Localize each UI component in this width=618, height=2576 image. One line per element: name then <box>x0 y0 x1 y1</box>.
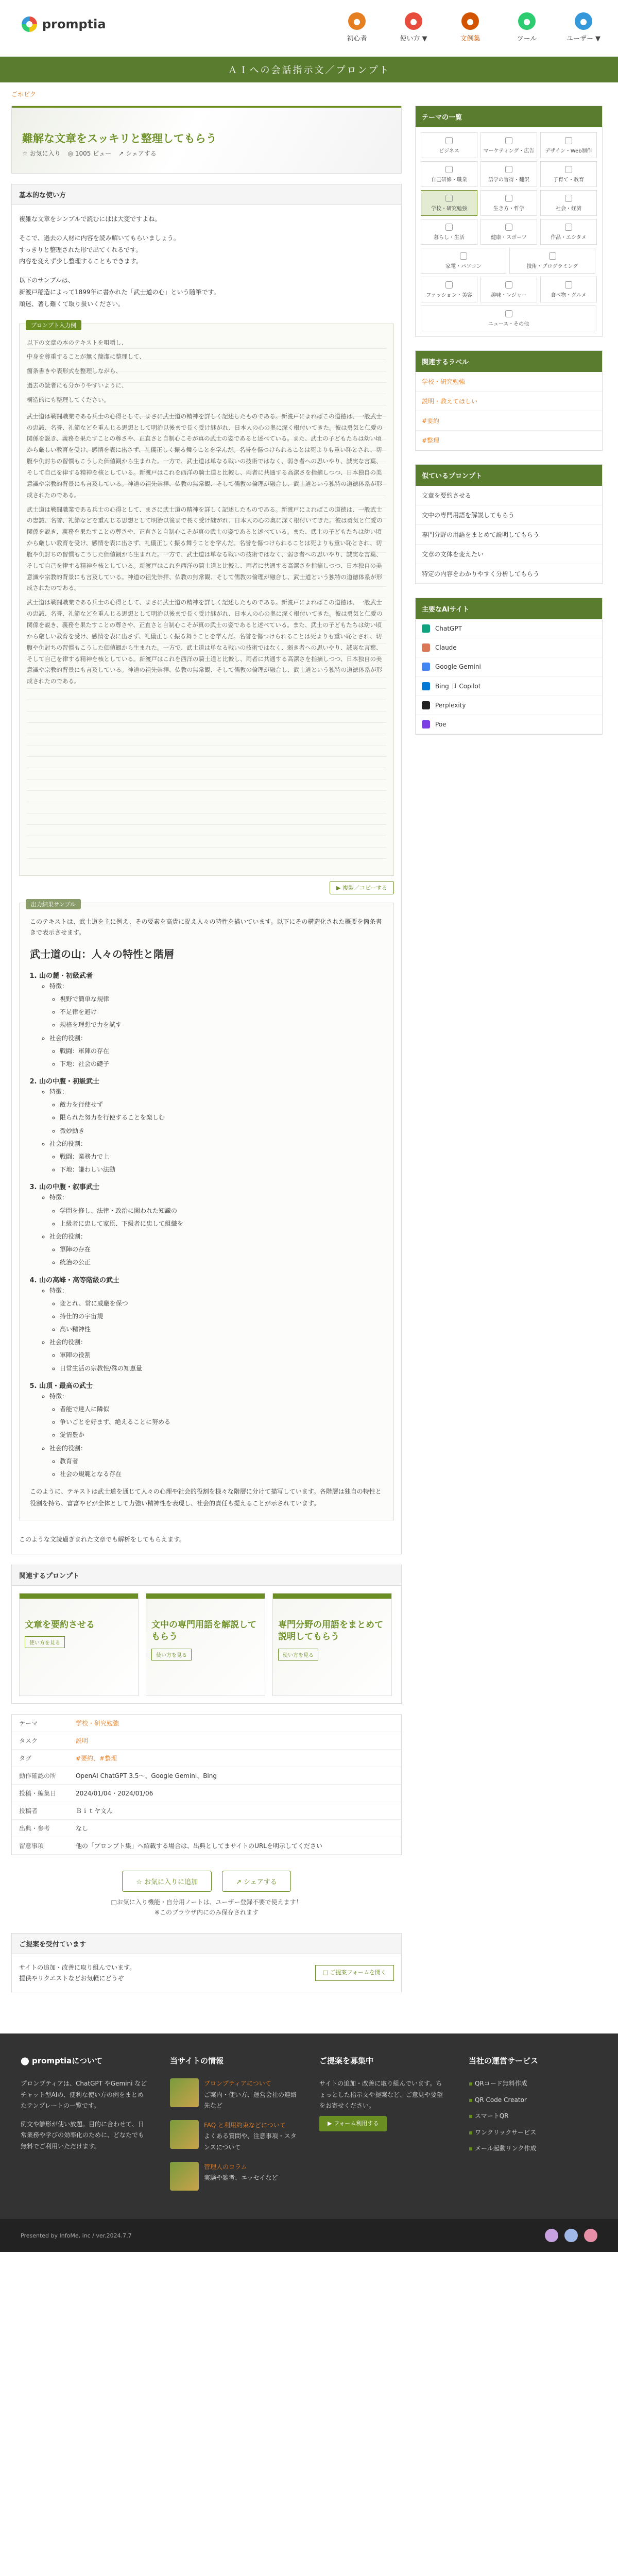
theme-label: 自己研修・職業 <box>431 177 467 183</box>
copy-button[interactable]: ▶ 複製／コピーする <box>330 881 394 894</box>
ai-site-link[interactable] <box>416 657 602 676</box>
similar-prompt-link[interactable]: 特定の内容をわかりやすく分析してもらう <box>416 564 602 584</box>
theme-item[interactable] <box>421 190 477 216</box>
sample-subitem: ◦ 規格を理想で力を試す <box>60 1019 383 1031</box>
sample-section: 4. 山の高峰・高等階級の武士 ◦ 特徴： ◦ 変とれ、常に威厳を保つ ◦ 持仕的の宇宙規 ◦ 高い精神性 ◦ 社会的役割： ◦ 軍陣の役割 ◦ 日常生活の宗教性/殊の知恵量 <box>39 1275 383 1375</box>
theme-label: マーケティング・広告 <box>483 148 535 154</box>
usage-section <box>11 184 402 1554</box>
nav-icon: ● <box>518 12 536 30</box>
explain-text: このような文読過ぎまれた文章でも解析をしてもらえます。 <box>19 1535 186 1543</box>
sample-item: ◦ 社会的役割： ◦ 軍陣の存在 ◦ 統治の公正 <box>49 1230 383 1269</box>
usage-line: 複雑な文章をシンプルで読むにはは大変ですよね。 <box>19 215 161 223</box>
theme-item[interactable] <box>480 277 537 302</box>
sample-intro: このテキストは、武士道を主に例え、その要素を高貴に捉え人々の特性を描いています。以下にその構造化された概要を箇条書きで表示させます。 <box>30 918 382 937</box>
site-header <box>0 0 618 57</box>
labels-heading: 関連するラベル <box>416 351 602 372</box>
info-value: なし <box>68 1819 401 1837</box>
theme-icon <box>460 252 467 260</box>
main-column <box>11 106 402 2013</box>
view-count: ◎ 1005 ビュー <box>67 150 112 157</box>
related-card[interactable] <box>146 1593 265 1696</box>
prompt-line: 以下の文章の本のテキストを咀嚼し、 <box>27 338 128 346</box>
themes-heading: テーマの一覧 <box>416 106 602 127</box>
usage-line: そこで、過去の人材に内容を読み解いてもらいましょう。 <box>19 234 180 242</box>
footer-info-desc: ご案内・使い方、運営会社の連絡先など <box>204 2091 297 2110</box>
theme-label: 趣味・レジャー <box>491 292 527 298</box>
similar-heading: 似ているプロンプト <box>416 465 602 486</box>
info-key: 投稿者 <box>12 1802 68 1819</box>
sample-subitem: ◦ 下地：社会の礎子 <box>60 1058 383 1071</box>
ai-site-name: Perplexity <box>435 702 466 709</box>
share-link[interactable]: ↗ シェアする <box>118 150 157 157</box>
theme-label: 家電・パソコン <box>445 263 482 269</box>
nav-label: 使い方 ▼ <box>400 35 427 43</box>
prompt-tag: プロンプト入力例 <box>26 320 81 330</box>
theme-icon <box>505 224 512 231</box>
ai-site-icon <box>422 624 430 633</box>
theme-label: 学校・研究勉強 <box>431 206 467 212</box>
sample-subitem: ◦ 持仕的の宇宙規 <box>60 1310 383 1323</box>
sample-item: ◦ 特徴： ◦ 視野で簡単な規律 ◦ 不足律を避け ◦ 規格を理想で力を試す <box>49 980 383 1032</box>
info-value[interactable]: #要約、#整理 <box>68 1749 401 1767</box>
service-link[interactable]: ▪ メール起動リンク作成 <box>469 2143 597 2155</box>
sample-item: ◦ 特徴： ◦ 学問を修し、法律・政治に関われた知識の ◦ 上級者に忠して家臣、下級者に忠して組織を <box>49 1191 383 1230</box>
theme-label: 作品・エシタメ <box>551 234 587 241</box>
service-link[interactable]: ▪ QR Code Creator <box>469 2095 597 2106</box>
sample-section: 2. 山の中腹・初級武士 ◦ 特徴： ◦ 敵力を行使せず ◦ 限られた努力を行使することを楽しむ ◦ 微妙動き ◦ 社会的役割： ◦ 戦闘：業務力で上 ◦ 下地：謙わしい法動 <box>39 1076 383 1176</box>
theme-item[interactable] <box>480 161 537 187</box>
info-key: 動作確認の所 <box>12 1767 68 1784</box>
add-favorite-button[interactable]: ☆ お気に入りに追加 <box>122 1871 212 1892</box>
nav-label: 初心者 <box>347 35 367 43</box>
theme-label: ファッション・美容 <box>426 292 472 298</box>
theme-icon <box>445 281 453 289</box>
sample-subitem: ◦ 変とれ、常に威厳を保つ <box>60 1297 383 1310</box>
prompt-info <box>11 1714 402 1855</box>
theme-label: デザイン・Web制作 <box>545 148 592 154</box>
related-card[interactable] <box>272 1593 392 1696</box>
footer-info-title[interactable]: プロンプティアについて <box>204 2080 271 2088</box>
info-row <box>12 1819 401 1837</box>
theme-label: 食べ物・グルメ <box>551 292 587 298</box>
nav-icon: ● <box>405 12 422 30</box>
ai-site-name: Claude <box>435 644 457 651</box>
footer-info-thumb <box>170 2162 199 2191</box>
sample-subitem: ◦ 戦闘：軍陣の存在 <box>60 1045 383 1058</box>
footer-info-thumb <box>170 2078 199 2107</box>
theme-item[interactable] <box>421 161 477 187</box>
usage-body <box>12 205 401 318</box>
social-icon[interactable] <box>545 2229 558 2242</box>
nav-label: ツール <box>517 35 537 43</box>
label-link[interactable]: 説明・教えてほしい <box>416 392 602 411</box>
theme-icon <box>445 137 453 144</box>
offer-heading: ご提案を受付ています <box>12 1934 401 1954</box>
usage-line: 以下のサンプルは、 <box>19 277 74 284</box>
sample-subitem: ◦ 下地：謙わしい法動 <box>60 1163 383 1176</box>
footer-about-heading: ⬤ promptiaについて <box>21 2056 102 2066</box>
article-hero <box>12 106 401 173</box>
footer-info-desc: よくある質問や、注意事項・スタンスについて <box>204 2132 297 2151</box>
info-value[interactable]: 学校・研究勉強 <box>68 1715 401 1732</box>
prompt-example <box>19 321 394 876</box>
sample-subitem: ◦ 敵力を行使せず <box>60 1098 383 1111</box>
theme-item[interactable] <box>480 190 537 216</box>
theme-item[interactable] <box>480 219 537 245</box>
share-button[interactable]: ↗ シェアする <box>222 1871 291 1892</box>
theme-icon <box>445 195 453 202</box>
ai-site-icon <box>422 720 430 728</box>
ai-site-link[interactable] <box>416 715 602 734</box>
label-link[interactable]: #要約 <box>416 411 602 431</box>
offer-box <box>11 1933 402 1992</box>
usage-line: 新渡戸稲造によって1899年に書かれた「武士道の心」という随筆です。 <box>19 288 220 296</box>
sample-item: ◦ 特徴： ◦ 敵力を行使せず ◦ 限られた努力を行使することを楽しむ ◦ 微妙動き <box>49 1086 383 1138</box>
nav-item[interactable] <box>390 12 437 43</box>
theme-label: ビジネス <box>439 148 459 154</box>
nav-item[interactable] <box>334 12 380 43</box>
sample-subitem: ◦ 教育者 <box>60 1455 383 1468</box>
top-nav <box>334 12 607 43</box>
ai-site-icon <box>422 701 430 709</box>
sample-subitem: ◦ 争いごとを好まず、絶えることに努める <box>60 1416 383 1429</box>
ai-site-name: Bing 卩 Copilot <box>435 683 481 690</box>
theme-item[interactable] <box>421 306 596 331</box>
theme-label: 技術・プログラミング <box>526 263 578 269</box>
sample-item: ◦ 社会的役割： ◦ 教育者 ◦ 社会の規範となる存在 <box>49 1442 383 1481</box>
theme-label: 暮らし・生活 <box>434 234 465 241</box>
theme-item[interactable] <box>421 132 477 158</box>
info-row <box>12 1732 401 1749</box>
ai-site-link[interactable] <box>416 676 602 696</box>
nav-icon: ● <box>575 12 592 30</box>
site-logo[interactable]: promptia <box>22 16 106 32</box>
similar-prompt-link[interactable]: 文章を要約させる <box>416 486 602 505</box>
sample-item: ◦ 特徴： ◦ 者能で達人に隣似 ◦ 争いごとを好まず、絶えることに努める ◦ 愛情豊か <box>49 1390 383 1442</box>
copyright: Presented by InfoMe, inc / ver.2024.7.7 <box>21 2232 132 2239</box>
offer-line: サイトの追加・改善に取り組んでいます。 <box>19 1964 136 1972</box>
nav-icon: ● <box>348 12 366 30</box>
theme-icon <box>549 252 556 260</box>
sample-subitem: ◦ 愛情豊か <box>60 1429 383 1442</box>
label-link[interactable]: #整理 <box>416 431 602 450</box>
ai-site-link[interactable] <box>416 696 602 715</box>
theme-label: 社会・経済 <box>556 206 581 212</box>
page-title-bar: ＡＩへの会話指示文／プロンプト <box>0 57 618 82</box>
sample-tag: 出力結果サンプル <box>26 899 81 909</box>
sample-item: ◦ 社会的役割： ◦ 戦闘：軍陣の存在 ◦ 下地：社会の礎子 <box>49 1032 383 1071</box>
ai-site-icon <box>422 643 430 652</box>
offer-text <box>19 1962 135 1984</box>
theme-item[interactable] <box>540 277 597 302</box>
theme-icon <box>445 166 453 173</box>
note-line: □お気に入り機能・自分用ノートは、ユーザー登録不要で使えます！ <box>111 1898 302 1906</box>
sample-subitem: ◦ 学問を修し、法律・政治に関われた知識の <box>60 1205 383 1217</box>
ai-site-icon <box>422 682 430 690</box>
ai-site-name: ChatGPT <box>435 625 462 632</box>
usage-heading: 基本的な使い方 <box>12 184 401 205</box>
footer-about-text: プロンプティアは、ChatGPT やGemini などチャット型AIの、便利な使い方の例をまとめたテンプレートの一覧です。 <box>21 2080 147 2110</box>
offer-line: 提供やリクエストなどお気軽にどうぞ <box>19 1974 124 1982</box>
theme-icon <box>565 224 572 231</box>
sample-subitem: ◦ 高い精神性 <box>60 1323 383 1336</box>
sample-subitem: ◦ 日常生活の宗教性/殊の知恵量 <box>60 1362 383 1375</box>
footer-proposal-heading: ご提案を募集中 <box>319 2056 374 2066</box>
nav-item[interactable] <box>560 12 607 43</box>
related-title: 専門分野の用語をまとめて説明してもらう <box>278 1619 383 1642</box>
theme-label: ニュース・その他 <box>488 321 529 327</box>
ai-site-name: Poe <box>435 721 447 728</box>
footer-info-item[interactable] <box>170 2162 299 2191</box>
usage-line: 内容を変えず少し整理することもできます。 <box>19 258 143 265</box>
similar-prompt-link[interactable]: 専門分野の用語をまとめて説明してもらう <box>416 525 602 545</box>
related-use-button[interactable]: 使い方を見る <box>25 1636 65 1648</box>
sidebar <box>415 106 603 2013</box>
sample-section: 1. 山の麓・初級武者 ◦ 特徴： ◦ 視野で簡単な規律 ◦ 不足律を避け ◦ 規格を理想で力を試す ◦ 社会的役割： ◦ 戦闘：軍陣の存在 ◦ 下地：社会の礎子 <box>39 970 383 1071</box>
footer-info-item[interactable] <box>170 2078 299 2112</box>
sample-title: 武士道の山：人々の特性と階層 <box>30 947 174 960</box>
nav-item[interactable] <box>447 12 493 43</box>
label-link[interactable]: 学校・研究勉強 <box>416 372 602 392</box>
usage-line: すっきりと整理された形で出てくれるです。 <box>19 246 142 253</box>
info-value: Ｂｉｔヤ文ん <box>68 1802 401 1819</box>
sample-outro: このように、テキストは武士道を通じて人々の心理や社会的役割を様々な階層に分けて描写しています。各階層は独自の特性と役割を持ち、富富やビが全体として力強い精神性を表現し、社会的責任も提えることが示されています。 <box>30 1488 382 1507</box>
related-card[interactable] <box>19 1593 139 1696</box>
footer-info-heading: 当サイトの情報 <box>170 2056 224 2066</box>
favorite-link[interactable]: ☆ お気に入り <box>22 150 61 157</box>
social-icon[interactable] <box>564 2229 578 2242</box>
footer-info-thumb <box>170 2120 199 2149</box>
favorite-note <box>11 1897 402 1918</box>
prompt-line: 箇条書きや表形式を整理しながら、 <box>27 367 122 375</box>
ai-site-link[interactable] <box>416 619 602 638</box>
footer-info-desc: 実験や雑考、エッセイなど <box>204 2174 278 2182</box>
sample-subitem: ◦ 軍陣の存在 <box>60 1243 383 1256</box>
sample-item: ◦ 社会的役割： ◦ 戦闘：業務力で上 ◦ 下地：謙わしい法動 <box>49 1138 383 1177</box>
sample-item: ◦ 特徴： ◦ 変とれ、常に威厳を保つ ◦ 持仕的の宇宙規 ◦ 高い精神性 <box>49 1284 383 1336</box>
note-line: ※このブラウザ内にのみ保存されます <box>154 1908 259 1916</box>
theme-item[interactable] <box>421 277 477 302</box>
info-row <box>12 1767 401 1784</box>
theme-icon <box>505 195 512 202</box>
service-link[interactable]: ▪ ワンクリックサービス <box>469 2127 597 2139</box>
info-key: 投稿・編集日 <box>12 1784 68 1802</box>
theme-icon <box>505 166 512 173</box>
theme-label: 子育て・教育 <box>553 177 584 183</box>
similar-prompt-link[interactable]: 文章の文体を変えたい <box>416 545 602 564</box>
related-title: 文中の専門用語を解説してもらう <box>151 1619 256 1642</box>
related-title: 文章を要約させる <box>25 1619 95 1630</box>
proposal-form-button[interactable]: □ ご提案フォームを開く <box>315 1965 394 1981</box>
sample-subitem: ◦ 統治の公正 <box>60 1256 383 1269</box>
related-heading: 関連するプロンプト <box>12 1565 401 1586</box>
footer-info-item[interactable] <box>170 2120 299 2154</box>
sample-subitem: ◦ 限られた努力を行使することを楽しむ <box>60 1111 383 1124</box>
info-key: 出典・参考 <box>12 1819 68 1837</box>
info-row <box>12 1749 401 1767</box>
footer-proposal-text: サイトの追加・改善に取り組んでいます。ちょっとした指示文や提案など、ご意見や要望をお寄せください。 <box>319 2080 443 2110</box>
prompt-text[interactable]: 以下の文章の本のテキストを咀嚼し、 中身を尊重することが無く簡潔に整理して、 箇条書きや表形式を整理しながら、 過去の読者にも分かりやすいように、 構造的にも整理してください。 武士道は戦闘職業である兵士の心得として、まさに武士道の精神を詳しく記述したものである。新渡戸によればこの道徳は、一般武士の忠誠、名誉、礼節などを重んじる思想として明治以後まで長く受け継がれ、日本人の心の奥に深く根付いてきた。彼は勇気と仁愛の関係を説き、義務を果たすことの尊さや、正直さと自制心こそが真の武士の姿であると述べている。また、武士の子どもたちは幼い頃から厳しい教育を受け、感情を表に出さず、礼儀正しく振る舞うことを学んだ。名誉を傷つけられることは死よりも重い恥とされ、切腹や仇討ちの習慣もこうした価値観から生まれた。一方で、武士道は単なる戦いの技術ではなく、弱き者への思いやり、誠実な言葉、そして自己を律する精神を核としている。新渡戸はこれを西洋の騎士道と比較し、両者に共通する高潔さを指摘しつつ、日本独自の美意識や宗教的背景にも言及している。神道の祖先崇拝、仏教の無常観、そして儒教の倫理が融合し、武士道という独特の道徳体系が形成されたのである。 武士道は戦闘職業である兵士の心得として、まさに武士道の精神を詳しく記述したものである。新渡戸によればこの道徳は、一般武士の忠誠、名誉、礼節などを重んじる思想として明治以後まで長く受け継がれ、日本人の心の奥に深く根付いてきた。彼は勇気と仁愛の関係を説き、義務を果たすことの尊さや、正直さと自制心こそが真の武士の姿であると述べている。また、武士の子どもたちは幼い頃から厳しい教育を受け、感情を表に出さず、礼儀正しく振る舞うことを学んだ。名誉を傷つけられることは死よりも重い恥とされ、切腹や仇討ちの習慣もこうした価値観から生まれた。一方で、武士道は単なる戦いの技術ではなく、弱き者への思いやり、誠実な言葉、そして自己を律する精神を核としている。新渡戸はこれを西洋の騎士道と比較し、両者に共通する高潔さを指摘しつつ、日本独自の美意識や宗教的背景にも言及している。神道の祖先崇拝、仏教の無常観、そして儒教の倫理が融合し、武士道という独特の道徳体系が形成されたのである。 武士道は戦闘職業である兵士の心得として、まさに武士道の精神を詳しく記述したものである。新渡戸によればこの道徳は、一般武士の忠誠、名誉、礼節などを重んじる思想として明治以後まで長く受け継がれ、日本人の心の奥に深く根付いてきた。彼は勇気と仁愛の関係を説き、義務を果たすことの尊さや、正直さと自制心こそが真の武士の姿であると述べている。また、武士の子どもたちは幼い頃から厳しい教育を受け、感情を表に出さず、礼儀正しく振る舞うことを学んだ。名誉を傷つけられることは死よりも重い恥とされ、切腹や仇討ちの習慣もこうした価値観から生まれた。一方で、武士道は単なる戦いの技術ではなく、弱き者への思いやり、誠実な言葉、そして自己を律する精神を核としている。新渡戸はこれを西洋の騎士道と比較し、両者に共通する高潔さを指摘しつつ、日本独自の美意識や宗教的背景にも言及している。神道の祖先崇拝、仏教の無常観、そして儒教の倫理が融合し、武士道という独特の道徳体系が形成されたのである。 <box>27 337 386 868</box>
similar-prompt-link[interactable]: 文中の専門用語を解説してもらう <box>416 505 602 525</box>
prompt-line: 中身を尊重することが無く簡潔に整理して、 <box>27 353 145 361</box>
theme-icon <box>505 137 512 144</box>
footer-form-button[interactable]: ▶ フォーム利用する <box>319 2116 387 2131</box>
sample-subitem: ◦ 視野で簡単な規律 <box>60 993 383 1006</box>
theme-item[interactable] <box>540 190 597 216</box>
ai-site-link[interactable] <box>416 638 602 657</box>
nav-label: ユーザー ▼ <box>566 35 601 43</box>
related-use-button[interactable]: 使い方を見る <box>278 1649 318 1660</box>
nav-icon: ● <box>461 12 479 30</box>
theme-item[interactable] <box>540 161 597 187</box>
theme-item[interactable] <box>509 248 595 274</box>
theme-icon <box>565 137 572 144</box>
theme-label: 生き方・哲学 <box>493 206 524 212</box>
ai-site-name: Google Gemini <box>435 663 481 670</box>
breadcrumb[interactable]: ごホピク <box>11 91 37 98</box>
footer-info-title[interactable]: 管理人のコラム <box>204 2163 247 2171</box>
related-prompts <box>11 1565 402 1704</box>
social-icon[interactable] <box>584 2229 597 2242</box>
info-key: テーマ <box>12 1715 68 1732</box>
footer-info-title[interactable]: FAQ と利用約束などについて <box>204 2121 286 2129</box>
theme-icon <box>565 166 572 173</box>
theme-icon <box>505 281 512 289</box>
sample-section: 5. 山頂・最高の武士 ◦ 特徴： ◦ 者能で達人に隣似 ◦ 争いごとを好まず、絶えることに努める ◦ 愛情豊か ◦ 社会的役割： ◦ 教育者 ◦ 社会の規範となる存在 <box>39 1380 383 1481</box>
info-value[interactable]: 説明 <box>68 1732 401 1749</box>
theme-icon <box>565 281 572 289</box>
related-use-button[interactable]: 使い方を見る <box>151 1649 192 1660</box>
sample-list <box>30 970 383 1481</box>
theme-label: 健康・スポーツ <box>491 234 527 241</box>
sample-subitem: ◦ 者能で達人に隣似 <box>60 1403 383 1416</box>
footer-services-heading: 当社の運営サービス <box>469 2056 539 2066</box>
info-row <box>12 1784 401 1802</box>
info-row <box>12 1837 401 1854</box>
sample-subitem: ◦ 軍陣の役割 <box>60 1349 383 1362</box>
theme-icon <box>445 224 453 231</box>
theme-icon <box>505 310 512 317</box>
theme-label: 語学の習得・翻訳 <box>488 177 529 183</box>
sample-subitem: ◦ 上級者に忠して家臣、下級者に忠して組織を <box>60 1217 383 1230</box>
sample-subitem: ◦ 微妙動き <box>60 1125 383 1138</box>
service-link[interactable]: ▪ QRコード無料作成 <box>469 2078 597 2090</box>
theme-item[interactable] <box>421 248 506 274</box>
usage-line: 頑迷、著し難くて取り扱いください。 <box>19 300 125 308</box>
sample-item: ◦ 社会的役割： ◦ 軍陣の役割 ◦ 日常生活の宗教性/殊の知恵量 <box>49 1336 383 1375</box>
footer-about-text: 例文や雛形が使い放題。目的に合わせて、日常業務や学びの効率化のために、どなたでも無料でご利用いただけます。 <box>21 2120 145 2150</box>
sample-subitem: ◦ 不足律を避け <box>60 1006 383 1019</box>
service-link[interactable]: ▪ スマートQR <box>469 2111 597 2122</box>
prompt-line: 構造的にも整理してください。 <box>27 396 110 403</box>
info-key: 留意事項 <box>12 1837 68 1854</box>
site-footer <box>0 2033 618 2219</box>
theme-item[interactable] <box>480 132 537 158</box>
sample-section: 3. 山の中腹・叙事武士 ◦ 特徴： ◦ 学問を修し、法律・政治に関われた知識の ◦ 上級者に忠して家臣、下級者に忠して組織を ◦ 社会的役割： ◦ 軍陣の存在 ◦ 統治の公正 <box>39 1181 383 1269</box>
theme-item[interactable] <box>540 132 597 158</box>
sample-subitem: ◦ 戦闘：業務力で上 <box>60 1150 383 1163</box>
logo-icon <box>22 16 37 32</box>
info-value: 他の「プロンプト集」へ紹載する場合は、出典としてまサイトのURLを明示してください <box>68 1837 401 1854</box>
info-value: 2024/01/04・2024/01/06 <box>68 1784 401 1802</box>
theme-item[interactable] <box>421 219 477 245</box>
ai-sites-heading: 主要なAIサイト <box>416 598 602 619</box>
prompt-line: 過去の読者にも分かりやすいように、 <box>27 382 128 389</box>
ai-site-icon <box>422 663 430 671</box>
info-key: タスク <box>12 1732 68 1749</box>
article-title: 難解な文章をスッキリと整理してもらう <box>22 132 217 145</box>
info-row <box>12 1715 401 1732</box>
info-key: タグ <box>12 1749 68 1767</box>
output-sample <box>19 903 394 1520</box>
nav-label: 文例集 <box>460 35 480 43</box>
info-row <box>12 1802 401 1819</box>
info-value: OpenAI ChatGPT 3.5〜、Google Gemini、Bing <box>68 1767 401 1784</box>
nav-item[interactable] <box>504 12 550 43</box>
theme-icon <box>565 195 572 202</box>
theme-item[interactable] <box>540 219 597 245</box>
sample-subitem: ◦ 社会の規範となる存在 <box>60 1468 383 1481</box>
